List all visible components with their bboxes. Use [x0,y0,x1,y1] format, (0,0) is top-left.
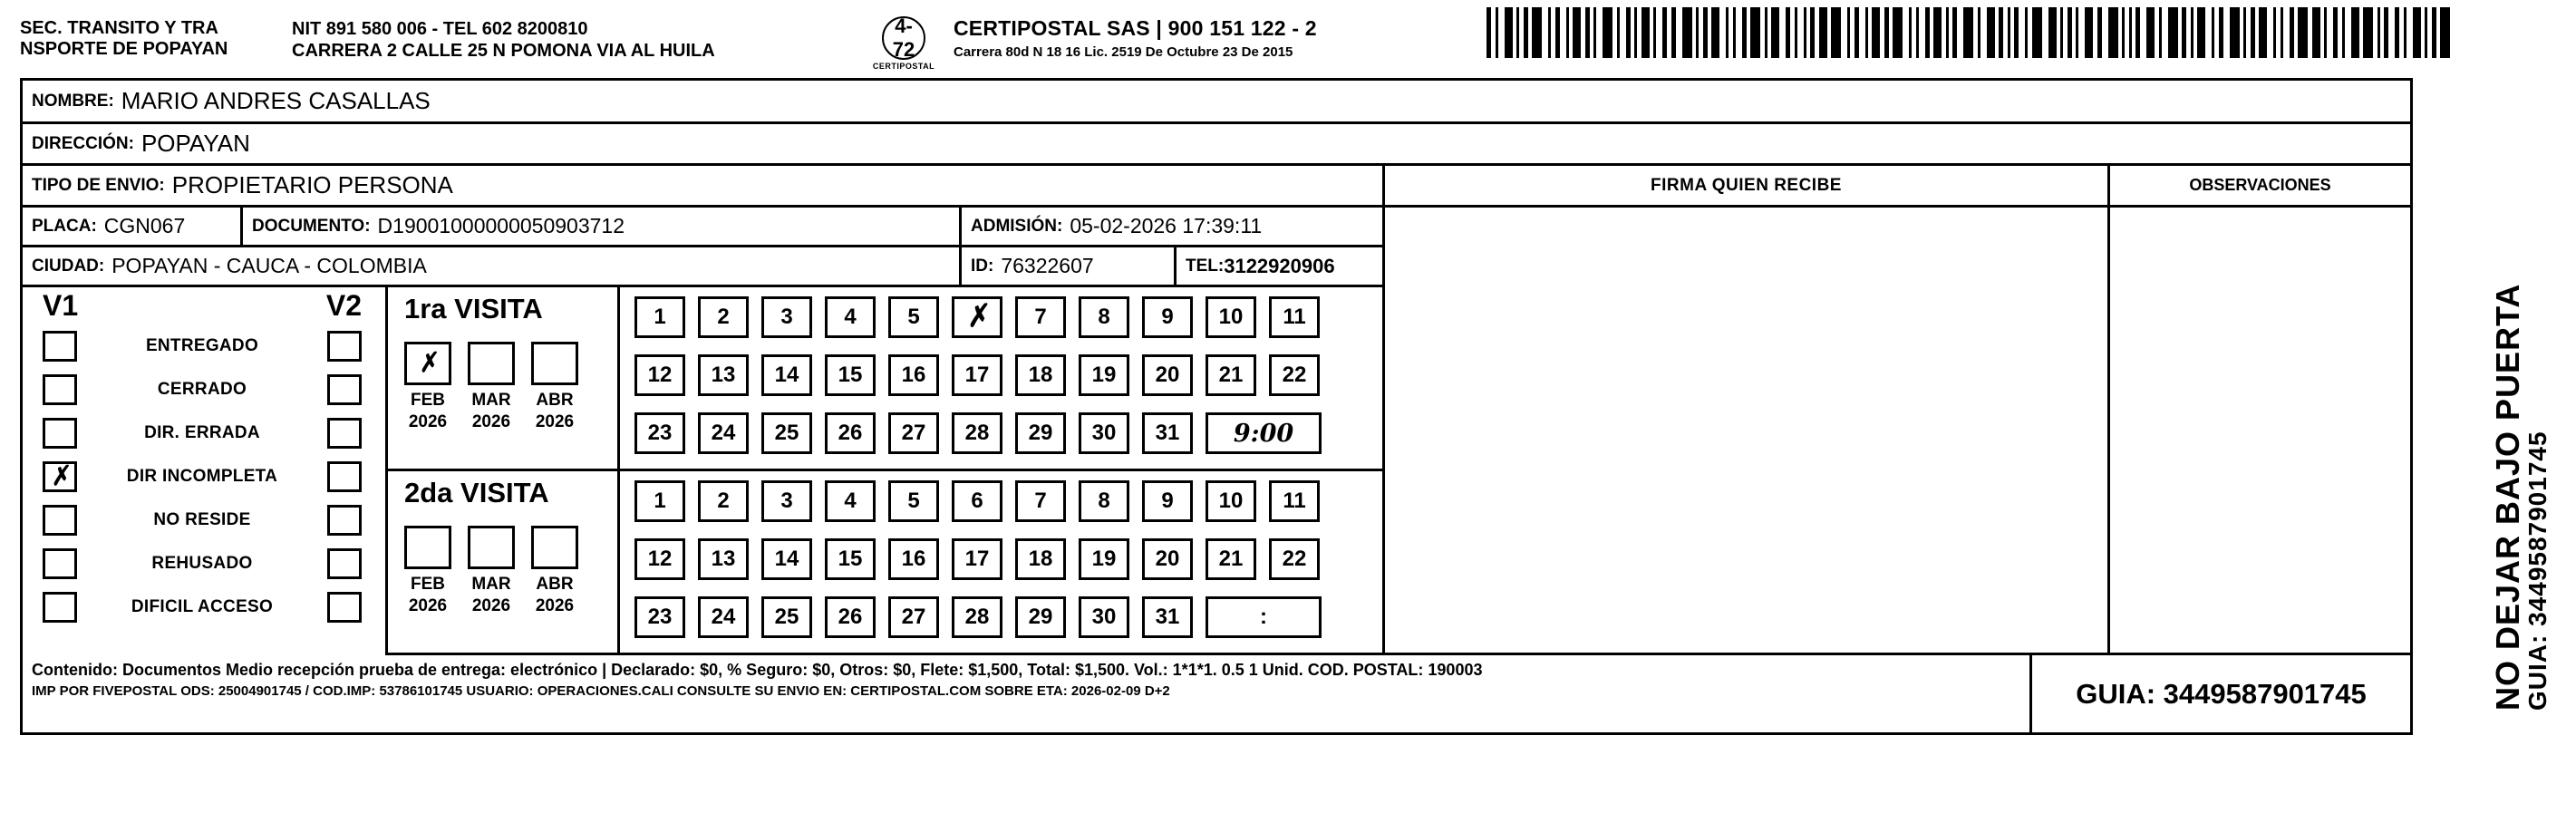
day-checkbox[interactable]: 22 [1269,354,1320,396]
status-v2-checkbox[interactable] [327,592,362,623]
barcode-bar [1810,7,1815,58]
status-v2-checkbox[interactable] [327,374,362,405]
status-row [43,498,362,542]
barcode-bar [1496,7,1498,58]
visit-1-block [388,287,1382,471]
day-checkbox[interactable]: 30 [1079,412,1129,454]
status-v2-checkbox[interactable] [327,331,362,362]
barcode-bar [2298,7,2308,58]
day-checkbox[interactable]: 7 [1015,296,1066,338]
barcode-bar [2230,7,2240,58]
row-nombre [23,81,2410,124]
barcode-bar [1987,7,1995,58]
status-row [43,586,362,629]
status-row [43,411,362,455]
month-checkbox[interactable] [531,526,578,569]
barcode-bar [1726,7,1729,58]
barcode-bar [1933,7,1942,58]
day-row [634,412,1322,454]
barcode-bar [1487,7,1491,58]
checkmark-icon: ✗ [962,298,992,335]
id-value: 76322607 [1001,254,1094,277]
month-checkbox-row [404,342,613,385]
barcode-bar [1909,7,1912,58]
status-label: NO RESIDE [153,510,251,529]
day-checkbox[interactable]: 19 [1079,538,1129,580]
barcode-bar [2135,7,2140,58]
status-v1-checkbox[interactable] [43,331,77,362]
barcode-bar [2425,7,2427,58]
barcode-bar [1831,7,1841,58]
barcode-bar [1671,7,1676,58]
barcode-bar [1765,7,1767,58]
barcode-bar [1516,7,1519,58]
footer-block [23,655,2410,732]
day-checkbox[interactable]: 28 [952,412,1002,454]
day-checkbox[interactable]: 27 [888,596,939,638]
id-label: ID: [971,256,994,276]
month-year: 2026 [535,596,575,615]
visit-time-value: 9:00 [1233,419,1294,448]
barcode-bar [2129,7,2132,58]
barcode-bar [1703,7,1708,58]
day-checkbox[interactable]: 18 [1015,538,1066,580]
barcode-bar [1641,7,1650,58]
barcode-bar [2363,7,2373,58]
day-row [634,596,1322,638]
postal-logo-text: 4-72 [892,15,915,61]
day-checkbox[interactable]: 2 [698,480,749,522]
day-checkbox[interactable]: 29 [1015,596,1066,638]
barcode-bar [2060,7,2063,58]
guia-label: GUIA: 3449587901745 [2076,677,2367,710]
day-checkbox[interactable]: 30 [1079,596,1129,638]
day-checkbox[interactable]: 24 [698,596,749,638]
sender-line-1: SEC. TRANSITO Y TRA [20,18,218,38]
direccion-value: POPAYAN [140,130,250,157]
v1-header: V1 [43,289,79,322]
day-checkbox[interactable]: 4 [825,480,876,522]
checkmark-icon: ✗ [47,461,73,492]
sender-address: CARRERA 2 CALLE 25 N POMONA VIA AL HUILA [292,41,715,61]
day-checkbox[interactable]: 21 [1206,354,1256,396]
tipo-envio-value: PROPIETARIO PERSONA [171,171,453,198]
row-ciudad [23,247,1382,287]
barcode-bar [2440,7,2450,58]
day-row [634,296,1322,338]
month-checkbox[interactable] [531,342,578,385]
documento-value: D19001000000050903712 [377,214,625,237]
day-checkbox[interactable]: 10 [1206,296,1256,338]
barcode-bar [2259,7,2267,58]
barcode-bar [2384,7,2388,58]
barcode-bar [1662,7,1667,58]
day-checkbox[interactable]: 4 [825,296,876,338]
barcode-bar [2085,7,2093,58]
status-v1-checkbox[interactable] [43,461,77,492]
barcode-bar [2159,7,2162,58]
month-year: 2026 [408,412,448,431]
carrier-block [954,13,1534,60]
day-checkbox[interactable]: 31 [1142,412,1193,454]
status-label: DIR. ERRADA [144,423,260,442]
status-label: REHUSADO [151,554,253,573]
postal-logo-caption: CERTIPOSTAL [872,62,935,71]
barcode-bar [2076,7,2078,58]
day-row [634,354,1322,396]
day-checkbox[interactable]: 25 [761,412,812,454]
status-label: DIR INCOMPLETA [126,467,278,486]
tipo-envio-label: TIPO DE ENVIO: [32,175,165,195]
barcode-bar [1884,7,1889,58]
barcode-bar [1524,7,1528,58]
barcode-bar [1566,7,1569,58]
month-name: FEB [411,575,445,594]
tel-label: TEL: [1186,256,1225,276]
ciudad-value: POPAYAN - CAUCA - COLOMBIA [111,254,427,277]
barcode-bar [1548,7,1551,58]
barcode-bar [2219,7,2223,58]
month-year: 2026 [471,412,511,431]
barcode-bar [1872,7,1880,58]
barcode-bar [1771,7,1779,58]
barcode-bar [1855,7,1859,58]
barcode-bar [2342,7,2345,58]
day-checkbox[interactable]: 29 [1015,412,1066,454]
status-v2-checkbox[interactable] [327,548,362,579]
vertical-notice-line2: GUIA: 3449587901745 [2523,431,2552,711]
day-checkbox[interactable]: 12 [634,538,685,580]
day-checkbox[interactable]: 27 [888,412,939,454]
day-checkbox[interactable]: 20 [1142,538,1193,580]
day-checkbox[interactable]: 1 [634,296,685,338]
barcode-bar [2395,7,2399,58]
barcode-bar [2108,7,2118,58]
barcode-bar [2068,7,2072,58]
month-name-row [404,575,613,595]
barcode-bar [1555,7,1560,58]
barcode-bar [2097,7,2102,58]
day-checkbox[interactable]: 8 [1079,480,1129,522]
day-checkbox[interactable]: 21 [1206,538,1256,580]
day-checkbox[interactable]: 22 [1269,538,1320,580]
visit-2-block [388,471,1382,655]
barcode-bar [1573,7,1581,58]
status-v2-checkbox[interactable] [327,418,362,449]
firma-signature-area[interactable] [1382,208,2107,655]
barcode-bar [2377,7,2380,58]
barcode-bar [1585,7,1590,58]
status-v1-checkbox[interactable] [43,418,77,449]
placa-label: PLACA: [32,216,97,236]
month-name: MAR [471,575,511,594]
tel-value: 3122920906 [1224,254,1335,277]
barcode-bar [2243,7,2246,58]
day-checkbox[interactable]: 13 [698,538,749,580]
documento-label: DOCUMENTO: [252,216,371,236]
status-label: CERRADO [157,380,247,399]
day-checkbox[interactable]: 3 [761,296,812,338]
row-direccion [23,124,2410,166]
day-checkbox[interactable]: 15 [825,354,876,396]
postal-logo-icon [882,16,925,60]
footer-content-line: Contenido: Documentos Medio recepción prueba de entrega: electrónico | Declarado: $0, % Seguro: $0, Otros: $0, Flete: $1,500, Total: $1,500. Vol.: 1*1*1. 0.5 1 Unid. COD. POSTAL: 190003 [32,661,1483,679]
barcode-bar [1593,7,1596,58]
postal-logo [854,13,954,71]
barcode-bar [1532,7,1542,58]
barcode-bar [1952,7,1957,58]
nombre-label: NOMBRE: [32,91,114,111]
day-checkbox[interactable]: 9 [1142,296,1193,338]
barcode-bar [2182,7,2186,58]
day-checkbox[interactable]: 7 [1015,480,1066,522]
day-checkbox[interactable]: 25 [761,596,812,638]
month-name: FEB [411,391,445,410]
barcode-bar [2197,7,2205,58]
barcode-bar [2014,7,2019,58]
barcode-bar [1742,7,1747,58]
barcode-bar [1978,7,1980,58]
visit-1-title: 1ra VISITA [404,293,543,324]
sender-block [20,13,292,60]
day-checkbox[interactable]: 17 [952,538,1002,580]
month-checkbox[interactable] [468,342,515,385]
visit-time-field[interactable] [1206,596,1322,638]
admision-label: ADMISIÓN: [971,216,1063,236]
month-name-row [404,391,613,411]
day-checkbox[interactable]: 10 [1206,480,1256,522]
barcode-bar [1733,7,1736,58]
barcode-bar [2025,7,2028,58]
day-checkbox[interactable]: 23 [634,412,685,454]
placa-value: CGN067 [103,214,186,237]
barcode-bar [1696,7,1699,58]
vertical-notice-line1: NO DEJAR BAJO PUERTA [2489,283,2526,711]
sender-contact-block [292,13,854,62]
observaciones-area[interactable] [2107,208,2410,655]
barcode-bar [1786,7,1790,58]
barcode-bar [2008,7,2010,58]
day-checkbox[interactable] [952,296,1002,338]
day-checkbox[interactable]: 28 [952,596,1002,638]
day-checkbox[interactable]: 12 [634,354,685,396]
status-v1-checkbox[interactable] [43,374,77,405]
barcode-bar [1617,7,1620,58]
barcode-bar [1963,7,1973,58]
day-checkbox[interactable]: 18 [1015,354,1066,396]
barcode-bar [2351,7,2359,58]
row-placa [23,208,1382,247]
barcode-bar [1847,7,1850,58]
day-checkbox[interactable]: 26 [825,412,876,454]
barcode-bar [2290,7,2294,58]
label-frame [20,78,2413,735]
status-label: ENTREGADO [145,336,259,355]
month-year-row [404,412,613,432]
barcode-bar [1603,7,1612,58]
direccion-label: DIRECCIÓN: [32,133,134,153]
day-checkbox[interactable]: 14 [761,354,812,396]
month-name: ABR [536,575,574,594]
barcode-bar [2146,7,2155,58]
day-checkbox[interactable]: 8 [1079,296,1129,338]
day-checkbox[interactable]: 11 [1269,296,1320,338]
day-checkbox[interactable]: 5 [888,480,939,522]
barcode-bar [1804,7,1806,58]
status-label: DIFICIL ACCESO [131,597,274,616]
day-row [634,480,1322,522]
day-checkbox[interactable]: 9 [1142,480,1193,522]
ciudad-label: CIUDAD: [32,256,105,276]
sender-line-2: NSPORTE DE POPAYAN [20,39,228,59]
observaciones-header [2107,166,2410,208]
month-year: 2026 [471,596,511,615]
month-checkbox[interactable] [468,526,515,569]
day-checkbox[interactable]: 17 [952,354,1002,396]
day-checkbox[interactable]: 19 [1079,354,1129,396]
footer-meta-line: IMP POR FIVEPOSTAL ODS: 25004901745 / COD.IMP: 53786101745 USUARIO: OPERACIONES.CALI CONSULTE SU ENVIO EN: CERTIPOSTAL.COM SOBRE ETA: 2026-02-09 D+2 [32,683,1170,699]
barcode-bar [2212,7,2214,58]
v2-header: V2 [325,289,362,322]
day-checkbox[interactable]: 26 [825,596,876,638]
month-year: 2026 [535,412,575,431]
carrier-license: Carrera 80d N 18 16 Lic. 2519 De Octubre 23 De 2015 [954,44,1293,60]
firma-title: FIRMA QUIEN RECIBE [1651,175,1842,195]
barcode-bar [2032,7,2042,58]
row-tipo-envio [23,166,1382,208]
barcode-bar [2413,7,2421,58]
day-checkbox[interactable]: 11 [1269,480,1320,522]
barcode-bar [1893,7,1903,58]
barcode-bar [2333,7,2338,58]
barcode-bar [2432,7,2436,58]
month-year: 2026 [408,596,448,615]
barcode-bar [1795,7,1797,58]
barcode [1487,7,2456,58]
barcode-bar [2048,7,2057,58]
barcode-bar [2122,7,2125,58]
status-row [43,368,362,411]
day-checkbox[interactable]: 2 [698,296,749,338]
month-checkbox-row [404,526,613,569]
barcode-bar [1682,7,1692,58]
status-v2-checkbox[interactable] [327,461,362,492]
day-checkbox[interactable]: 24 [698,412,749,454]
status-v1-checkbox[interactable] [43,548,77,579]
status-row [43,455,362,498]
barcode-bar [1750,7,1760,58]
nombre-value: MARIO ANDRES CASALLAS [121,87,431,114]
barcode-bar [1925,7,1930,58]
barcode-bar [1999,7,2003,58]
month-year-row [404,596,613,616]
status-row [43,542,362,586]
status-v1-checkbox[interactable] [43,592,77,623]
month-checkbox[interactable] [404,342,451,385]
barcode-bar [1819,7,1827,58]
month-name: MAR [471,391,511,410]
guia-box [2029,655,2410,732]
barcode-bar [1711,7,1719,58]
barcode-bar [2191,7,2193,58]
day-checkbox[interactable]: 15 [825,538,876,580]
day-checkbox[interactable]: 1 [634,480,685,522]
day-checkbox[interactable]: 13 [698,354,749,396]
barcode-bar [2324,7,2327,58]
firma-header [1382,166,2107,208]
observaciones-title: OBSERVACIONES [2189,176,2331,194]
barcode-bar [2281,7,2283,58]
barcode-bar [2273,7,2276,58]
checkmark-icon: ✗ [415,348,441,379]
barcode-bar [2404,7,2407,58]
day-row [634,538,1322,580]
admision-value: 05-02-2026 17:39:11 [1070,214,1263,237]
barcode-bar [1865,7,1868,58]
day-checkbox[interactable]: 6 [952,480,1002,522]
day-checkbox[interactable]: 16 [888,354,939,396]
month-checkbox[interactable] [404,526,451,569]
barcode-bar [1626,7,1631,58]
barcode-bar [1634,7,1637,58]
barcode-bar [1653,7,1656,58]
day-checkbox[interactable]: 23 [634,596,685,638]
month-name: ABR [536,391,574,410]
barcode-bar [1916,7,1919,58]
status-v2-checkbox[interactable] [327,505,362,536]
visit-time-placeholder: : [1260,605,1267,629]
day-checkbox[interactable]: 14 [761,538,812,580]
visit-2-title: 2da VISITA [404,477,549,508]
barcode-bar [2168,7,2178,58]
vertical-notice [2422,76,2552,738]
day-checkbox[interactable]: 3 [761,480,812,522]
carrier-name: CERTIPOSTAL SAS | 900 151 122 - 2 [954,16,1317,40]
status-row [43,324,362,368]
barcode-bar [2312,7,2320,58]
barcode-bar [1505,7,1513,58]
day-checkbox[interactable]: 20 [1142,354,1193,396]
day-checkbox[interactable]: 16 [888,538,939,580]
status-block [23,287,385,655]
status-v1-checkbox[interactable] [43,505,77,536]
barcode-bar [2251,7,2255,58]
visit-time-field[interactable] [1206,412,1322,454]
day-checkbox[interactable]: 5 [888,296,939,338]
day-checkbox[interactable]: 31 [1142,596,1193,638]
barcode-bar [1946,7,1949,58]
sender-nit: NIT 891 580 006 - TEL 602 8200810 [292,19,588,39]
